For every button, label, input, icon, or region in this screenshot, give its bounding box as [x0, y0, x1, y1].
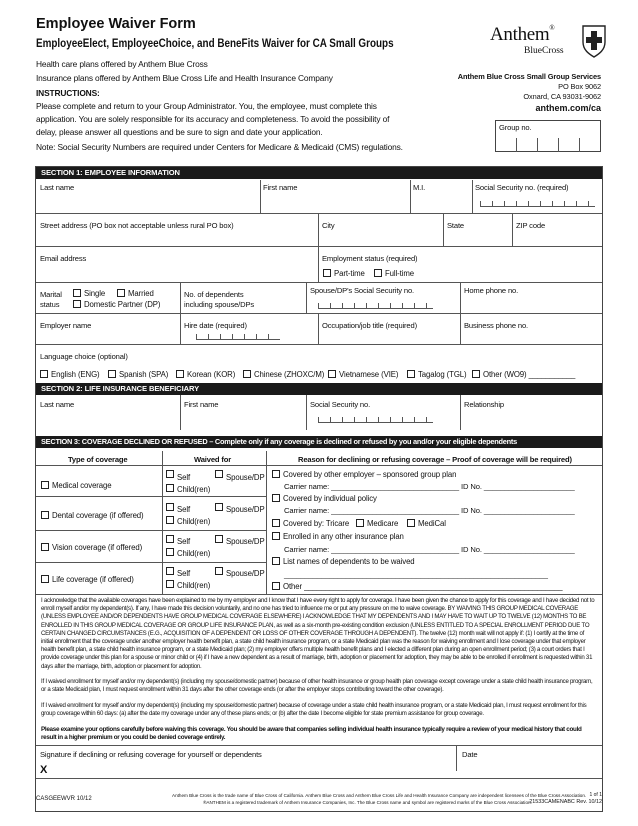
occupation-label: Occupation/job title (required)	[322, 321, 417, 330]
reason-employer-checkbox[interactable]	[272, 470, 280, 478]
signature-bottom-line	[36, 778, 602, 779]
lang-other-label: Other (WO9) ___________	[483, 370, 576, 379]
signature-label: Signature if declining or refusing coverage for yourself or dependents	[40, 750, 262, 759]
vision-self-checkbox[interactable]	[166, 535, 174, 543]
home-phone-label: Home phone no.	[464, 286, 519, 295]
divider	[512, 213, 513, 246]
vision-coverage-label: Vision coverage (if offered)	[52, 543, 143, 552]
marital-label-1: Marital	[40, 290, 62, 299]
dental-spouse-label: Spouse/DP	[226, 505, 265, 514]
dental-children-checkbox[interactable]	[166, 516, 174, 524]
col-waived-header: Waived for	[194, 455, 232, 464]
form-title: Employee Waiver Form	[36, 16, 196, 32]
divider	[266, 451, 267, 594]
row-divider	[36, 213, 602, 214]
brand-sub: BlueCross	[524, 46, 564, 56]
date-label: Date	[462, 750, 478, 759]
section3-heading: SECTION 3: COVERAGE DECLINED OR REFUSED – Complete only if any coverage is declined or refused by you and/or your eligible dependents	[36, 436, 602, 448]
medical-coverage-label: Medical coverage	[52, 481, 112, 490]
divider	[443, 213, 444, 246]
part-time-label: Part-time	[334, 269, 365, 278]
employer-name-label: Employer name	[40, 321, 92, 330]
footer-legal-1: Anthem Blue Cross is the trade name of Blue Cross of California. Anthem Blue Cross and Anthem Blue Cross Life and Health Insurance Company are independent licensees of the Blue Cross Association.	[172, 793, 587, 798]
married-label: Married	[128, 289, 154, 298]
lang-english-label: English (ENG)	[51, 370, 100, 379]
medical-self-checkbox[interactable]	[166, 470, 174, 478]
lang-spanish-checkbox[interactable]	[108, 370, 116, 378]
col-type-header: Type of coverage	[68, 455, 128, 464]
beneficiary-relationship-label: Relationship	[464, 400, 504, 409]
instructions-label: INSTRUCTIONS:	[36, 88, 100, 98]
brand-services: Anthem Blue Cross Small Group Services	[457, 72, 601, 81]
lang-other-checkbox[interactable]	[472, 370, 480, 378]
full-time-label: Full-time	[385, 269, 414, 278]
divider	[318, 246, 319, 282]
other-plan-carrier-line[interactable]: Carrier name: _______________________________ ID No. ______________________	[284, 545, 575, 554]
dependents-label-2: including spouse/DPs	[184, 300, 255, 309]
married-checkbox[interactable]	[117, 289, 125, 297]
group-no-label: Group no.	[499, 123, 532, 132]
domestic-partner-label: Domestic Partner (DP)	[84, 300, 161, 309]
footer-legal-2: ®ANTHEM is a registered trademark of Anthem Insurance Companies, Inc. The Blue Cross name and symbol are registered marks of the Blue Cross Association.	[203, 800, 532, 805]
vision-children-checkbox[interactable]	[166, 548, 174, 556]
domestic-partner-checkbox[interactable]	[73, 300, 81, 308]
reason-other-plan-checkbox[interactable]	[272, 532, 280, 540]
header-line-2: Insurance plans offered by Anthem Blue Cross Life and Health Insurance Company	[36, 73, 333, 83]
state-program-paragraph: If I waived enrollment for myself and/or my dependent(s) (including my spouse/domestic partner) because of coverage under a state child health insurance program, or a state Medicaid plan, I must request enrollment for this group coverage within 60 days: (a) after the date my coverage under any of these plans ends; or (b) after the date I become eligible for state premium assistance for group coverage.	[41, 702, 587, 718]
divider	[456, 745, 457, 771]
divider	[472, 180, 473, 213]
divider	[318, 313, 319, 344]
examine-options-paragraph: Please examine your options carefully before waiving this coverage. You should be aware that companies selling individual health insurance typically require a review of your medical history that could result in a higher premium or you could be denied coverage entirely.	[41, 726, 582, 742]
section2-heading: SECTION 2: LIFE INSURANCE BENEFICIARY	[36, 383, 602, 395]
brand-name: Anthem	[490, 24, 550, 45]
header-line-1: Health care plans offered by Anthem Blue Cross	[36, 59, 208, 69]
lang-tagalog-label: Tagalog (TGL)	[418, 370, 467, 379]
reason-tricare-label: Covered by: Tricare	[283, 519, 350, 528]
city-label: City	[322, 221, 335, 230]
divider	[260, 180, 261, 213]
divider	[306, 282, 307, 313]
mi-label: M.I.	[413, 183, 426, 192]
life-children-label: Child(ren)	[177, 581, 211, 590]
row-divider	[36, 745, 602, 746]
divider	[460, 313, 461, 344]
reason-other-label[interactable]: Other _____________________________________________________________	[283, 582, 563, 591]
dependents-names-line[interactable]: ________________________________________________________________	[284, 570, 548, 579]
email-label: Email address	[40, 254, 87, 263]
individual-carrier-line[interactable]: Carrier name: _______________________________ ID No. ______________________	[284, 506, 575, 515]
zip-label: ZIP code	[516, 221, 546, 230]
vision-spouse-checkbox[interactable]	[215, 535, 223, 543]
beneficiary-ssn-label: Social Security no.	[310, 400, 371, 409]
signature-x-mark[interactable]: X	[40, 764, 48, 776]
row-divider	[36, 594, 602, 595]
ssn-note: Note: Social Security Numbers are required under Centers for Medicare & Medicaid (CMS) regulations.	[36, 142, 403, 152]
dental-self-label: Self	[177, 505, 191, 514]
row-divider	[36, 496, 266, 497]
hire-date-digit-boxes[interactable]	[196, 335, 280, 340]
single-checkbox[interactable]	[73, 289, 81, 297]
beneficiary-first-name-label: First name	[184, 400, 219, 409]
form-subtitle: EmployeeElect, EmployeeChoice, and BeneFits Waiver for CA Small Groups	[36, 38, 394, 50]
row-divider	[36, 344, 602, 345]
part-time-checkbox[interactable]	[323, 269, 331, 277]
life-spouse-label: Spouse/DP	[226, 569, 265, 578]
brand-website[interactable]: anthem.com/ca	[535, 103, 601, 113]
state-label: State	[447, 221, 464, 230]
spouse-ssn-digit-boxes[interactable]	[318, 304, 433, 309]
lang-chinese-checkbox[interactable]	[243, 370, 251, 378]
reason-dependents-checkbox[interactable]	[272, 557, 280, 565]
divider	[180, 282, 181, 313]
medical-children-checkbox[interactable]	[166, 484, 174, 492]
employment-status-label: Employment status (required)	[322, 254, 418, 263]
row-divider	[36, 530, 266, 531]
reason-individual-label: Covered by individual policy	[283, 494, 377, 503]
dental-coverage-checkbox[interactable]	[41, 511, 49, 519]
business-phone-label: Business phone no.	[464, 321, 529, 330]
medical-children-label: Child(ren)	[177, 485, 211, 494]
spouse-ssn-label: Spouse/DP's Social Security no.	[310, 286, 415, 295]
revision: 21533CAMENABC Rev. 10/12	[529, 799, 602, 805]
reason-dependents-label: List names of dependents to be waived	[283, 557, 415, 566]
form-id: CASGEEWVR 10/12	[36, 796, 92, 802]
life-coverage-label: Life coverage (if offered)	[52, 575, 134, 584]
divider	[460, 395, 461, 430]
medical-coverage-checkbox[interactable]	[41, 481, 49, 489]
col-reason-header: Reason for declining or refusing coverage – Proof of coverage will be required)	[298, 455, 572, 464]
divider	[410, 180, 411, 213]
street-label: Street address (PO box not acceptable unless rural PO box)	[40, 221, 234, 230]
vision-spouse-label: Spouse/DP	[226, 537, 265, 546]
reason-employer-label: Covered by other employer – sponsored group plan	[283, 470, 457, 479]
single-label: Single	[84, 289, 106, 298]
vision-children-label: Child(ren)	[177, 549, 211, 558]
blue-cross-shield-icon	[580, 24, 608, 58]
row-divider	[36, 246, 602, 247]
life-self-label: Self	[177, 569, 191, 578]
lang-vietnamese-label: Vietnamese (VIE)	[339, 370, 399, 379]
vision-self-label: Self	[177, 537, 191, 546]
dental-coverage-label: Dental coverage (if offered)	[52, 511, 144, 520]
marital-label-2: status	[40, 300, 60, 309]
lang-english-checkbox[interactable]	[40, 370, 48, 378]
page-number: 1 of 1	[589, 792, 602, 798]
divider	[162, 451, 163, 594]
reason-other-checkbox[interactable]	[272, 582, 280, 590]
medical-self-label: Self	[177, 473, 191, 482]
beneficiary-last-name-label: Last name	[40, 400, 75, 409]
medical-spouse-checkbox[interactable]	[215, 470, 223, 478]
lang-korean-checkbox[interactable]	[176, 370, 184, 378]
anthem-logo	[490, 24, 554, 46]
row-divider	[36, 562, 266, 563]
hire-date-label: Hire date (required)	[184, 321, 247, 330]
reason-tricare-checkbox[interactable]	[272, 519, 280, 527]
reason-medical-label: MediCal	[418, 519, 446, 528]
section1-heading: SECTION 1: EMPLOYEE INFORMATION	[36, 167, 602, 179]
dependents-label-1: No. of dependents	[184, 290, 244, 299]
lang-chinese-label: Chinese (ZHOXC/M)	[254, 370, 325, 379]
divider	[306, 395, 307, 430]
beneficiary-ssn-digit-boxes[interactable]	[318, 418, 433, 423]
divider	[180, 313, 181, 344]
reason-medicare-checkbox[interactable]	[356, 519, 364, 527]
row-divider	[36, 465, 602, 466]
last-name-label: Last name	[40, 183, 75, 192]
ssn-digit-boxes[interactable]	[480, 202, 595, 207]
acknowledgment-paragraph: I acknowledge that the available coverages have been explained to me by my employer and I know that I have every right to apply for coverage. I have been given the chance to apply for this coverage and I have decided not to enroll myself and/or my dependent(s). If any, I have made this decision voluntarily, and no one has tried to influence me or put any pressure on me to waive coverage. BY WAIVING THIS GROUP MEDICAL COVERAGE (UNLESS EMPLOYEE AND/OR DEPENDENTS HAVE GROUP MEDICAL COVERAGE ELSEWHERE) I ACKNOWLEDGE THAT MY DEPENDENTS AND I MAY HAVE TO WAIT UP TO TWELVE (12) MONTHS TO BE ENROLLED IN THIS GROUP MEDICAL COVERAGE OR GROUP LIFE INSURANCE PLAN, as well as a six-month pre-existing condition exclusion (UNLESS ENTITLED TO A SPECIAL ENROLLMENT PERIOD DUE TO CERTAIN CHANGED CIRCUMSTANCES (E.G., ACQUISITION OF A DEPENDENT OR LOSS OF OTHER COVERAGE THROUGH A DEPENDENT). The twelve (12) month wait will not apply if: (1) I certify at the time of initial enrollment that the coverage under another employer health benefit plan, a state child health insurance program, or a state Medicaid plan was the reason for waiving enrollment and I lose coverage under that employer health benefit plan, a state child health insurance program, or a state Medicaid plan; (2) my employer offers multiple health benefit plans and I elected a different plan during an open enrollment period; (3) a court orders that I provide coverage under this plan for a spouse or minor child or (4) if I have a new dependent as a result of marriage, birth, adoption or placement for adoption, they may be able to be enrolled if enrollment is requested within 31 days after the marriage, birth, adoption or placement for adoption.	[41, 597, 595, 670]
dental-children-label: Child(ren)	[177, 517, 211, 526]
brand-reg: ®	[549, 24, 555, 32]
lang-vietnamese-checkbox[interactable]	[328, 370, 336, 378]
lang-tagalog-checkbox[interactable]	[407, 370, 415, 378]
reason-medical-checkbox[interactable]	[407, 519, 415, 527]
first-name-label: First name	[263, 183, 298, 192]
reason-other-plan-label: Enrolled in any other insurance plan	[283, 532, 404, 541]
lang-spanish-label: Spanish (SPA)	[119, 370, 169, 379]
medical-spouse-label: Spouse/DP	[226, 473, 265, 482]
full-time-checkbox[interactable]	[374, 269, 382, 277]
life-children-checkbox[interactable]	[166, 580, 174, 588]
dental-spouse-checkbox[interactable]	[215, 503, 223, 511]
divider	[460, 282, 461, 313]
lang-korean-label: Korean (KOR)	[187, 370, 236, 379]
life-self-checkbox[interactable]	[166, 567, 174, 575]
vision-coverage-checkbox[interactable]	[41, 543, 49, 551]
instructions-line-1: Please complete and return to your Group Administrator. You, the employee, must complete this	[36, 101, 377, 111]
life-coverage-checkbox[interactable]	[41, 575, 49, 583]
ssn-label: Social Security no. (required)	[475, 183, 569, 192]
other-coverage-paragraph: If I waived enrollment for myself and/or my dependent(s) (including my spouse/domestic partner) because of other health insurance or group health plan coverage except coverage under a state child health insurance program, or a state Medicaid plan, I must request enrollment within 31 days after the other coverage ends (or after the employer stops contributing toward the other coverage).	[41, 678, 593, 694]
brand-city: Oxnard, CA 93031-9062	[523, 92, 601, 101]
divider	[318, 213, 319, 246]
reason-medicare-label: Medicare	[367, 519, 399, 528]
employer-carrier-line[interactable]: Carrier name: _______________________________ ID No. ______________________	[284, 482, 575, 491]
row-divider	[36, 282, 602, 283]
instructions-line-2: application. You are solely responsible for its accuracy and completeness. To avoid the possibility of	[36, 114, 390, 124]
group-no-dividers	[495, 138, 601, 152]
dental-self-checkbox[interactable]	[166, 503, 174, 511]
life-spouse-checkbox[interactable]	[215, 567, 223, 575]
reason-individual-checkbox[interactable]	[272, 494, 280, 502]
language-label: Language choice (optional)	[40, 352, 128, 361]
row-divider	[36, 313, 602, 314]
divider	[180, 395, 181, 430]
brand-pobox: PO Box 9062	[558, 82, 601, 91]
instructions-line-3: delay, please answer all questions and be sure to sign and date your application.	[36, 127, 323, 137]
